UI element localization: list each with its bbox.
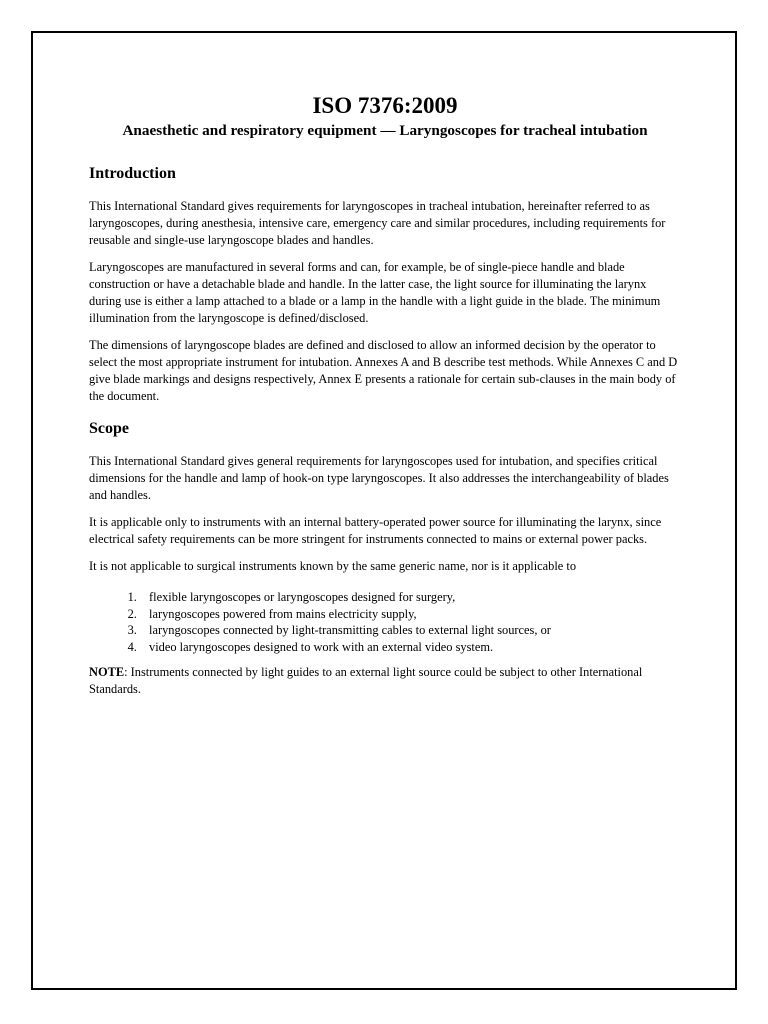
introduction-heading: Introduction (89, 165, 176, 182)
introduction-paragraph-1: This International Standard gives requirements for laryngoscopes in tracheal intubation, hereinafter referred to as laryngoscopes, during anesthesia, intensive care, emergency care and similar procedures, including requirements for reusable and single-use laryngoscope blades and handles. (89, 199, 666, 247)
list-item: 3. laryngoscopes connected by light-transmitting cables to external light sources, or (140, 622, 681, 639)
scope-paragraph-1: This International Standard gives general requirements for laryngoscopes used for intubation, and specifies critical dimensions for the handle and lamp of hook-on type laryngoscopes. It also addresses the interchangeability of blades and handles. (89, 454, 669, 502)
document-title: ISO 7376:2009 (312, 93, 458, 118)
note-label: NOTE (89, 665, 125, 679)
list-item: 4. video laryngoscopes designed to work with an external video system. (140, 639, 681, 656)
introduction-paragraph-3: The dimensions of laryngoscope blades are defined and disclosed to allow an informed decision by the operator to select the most appropriate instrument for intubation. Annexes A and B describe test methods. While Annexes C and D give blade markings and designs respectively, Annex E presents a rationale for certain sub-clauses in the main body of the document. (89, 338, 678, 403)
scope-heading: Scope (89, 420, 129, 437)
document-subtitle: Anaesthetic and respiratory equipment — Laryngoscopes for tracheal intubation (122, 122, 648, 139)
note-paragraph (89, 664, 681, 698)
note-text: : Instruments connected by light guides to an external light source could be subject to other International Standards. (89, 665, 643, 696)
list-item: 2. laryngoscopes powered from mains electricity supply, (140, 606, 681, 623)
exclusion-list (89, 589, 681, 655)
list-item: 1. flexible laryngoscopes or laryngoscopes designed for surgery, (140, 589, 681, 606)
introduction-paragraph-2: Laryngoscopes are manufactured in several forms and can, for example, be of single-piece handle and blade construction or have a detachable blade and handle. In the latter case, the light source for illuminating the larynx during use is either a lamp attached to a blade or a lamp in the handle with a light guide in the blade. The minimum illumination from the laryngoscope is defined/disclosed. (89, 260, 661, 325)
document-body (89, 92, 681, 708)
scope-paragraph-3: It is not applicable to surgical instruments known by the same generic name, nor is it applicable to (89, 559, 577, 573)
scope-paragraph-2: It is applicable only to instruments with an internal battery-operated power source for illuminating the larynx, since electrical safety requirements can be more stringent for instruments connected to mains or external power packs. (89, 515, 662, 546)
